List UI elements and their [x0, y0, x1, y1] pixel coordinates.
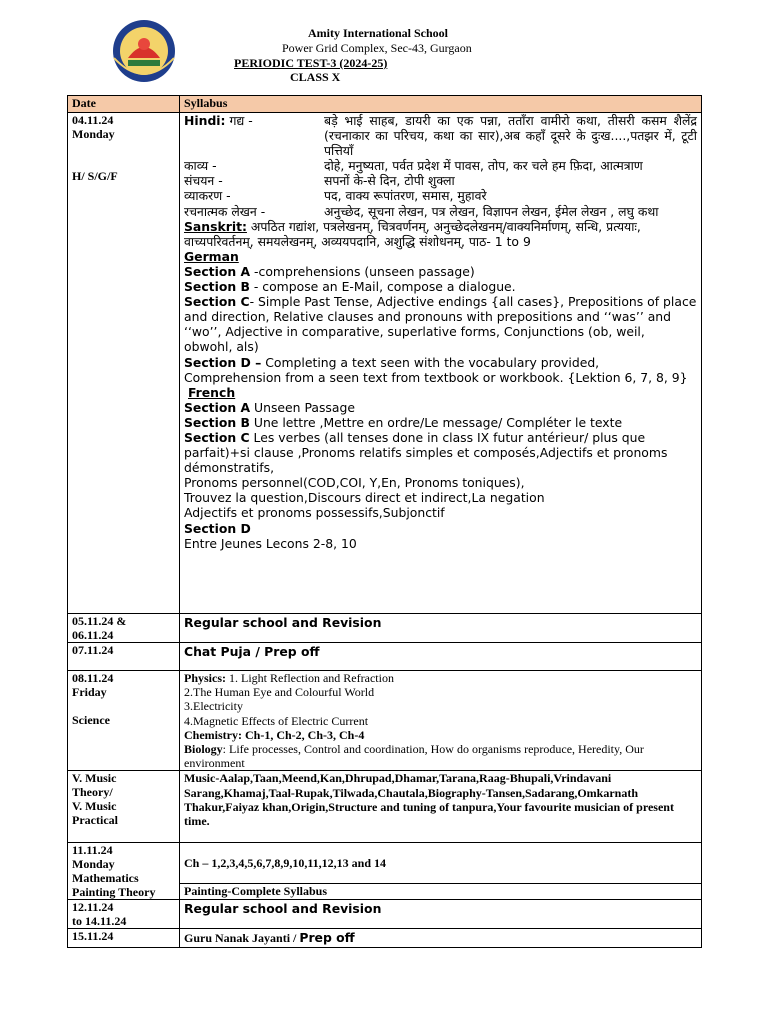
hindi-key: व्याकरण -: [184, 188, 231, 204]
date-cell: 12.11.24 to 14.11.24: [68, 900, 180, 929]
french-line: Trouvez la question,Discours direct et indirect,La negation: [184, 490, 545, 506]
column-header-syllabus: Syllabus: [180, 96, 702, 113]
hindi-value: अनुच्छेद, सूचना लेखन, पत्र लेखन, विज्ञापन लेखन, ईमेल लेखन , लघु कथा: [324, 203, 659, 219]
syllabus-cell: [180, 643, 702, 671]
table-row: [68, 643, 702, 671]
syllabus-cell: Physics: 1. Light Reflection and Refraction 2.The Human Eye and Colourful World 3.Electricity 4.Magnetic Effects of Electric Current Chemistry: Ch-1, Ch-2, Ch-3, Ch-4 Biology: Life processes, Control and coordination, How do organisms reproduce, Heredity, Our environment: [180, 671, 702, 771]
physics-label: Physics:: [184, 671, 226, 685]
french-section-c: Section C Les verbes (all tenses done in class IX futur antérieur/ plus que parfait)+si clause ,Pronoms relatifs simples et composés,Adjectifs et pronoms démonstratifs,: [184, 429, 668, 476]
date-cell: 11.11.24 Monday Mathematics Painting Theory: [68, 843, 180, 900]
german-section-a: Section A -comprehensions (unseen passage): [184, 263, 475, 279]
table-row: [68, 614, 702, 643]
hindi-key: रचनात्मक लेखन -: [184, 203, 266, 219]
syllabus-cell: [180, 884, 702, 900]
prep-off-text: Prep off: [299, 930, 355, 946]
table-row: [68, 671, 702, 771]
date-cell: 05.11.24 & 06.11.24: [68, 614, 180, 643]
holiday-text: Chat Puja / Prep off: [184, 644, 320, 659]
syllabus-cell: [180, 771, 702, 843]
holiday-text: Guru Nanak Jayanti /: [184, 931, 300, 946]
table-header-row: [68, 96, 702, 113]
class-label: CLASS X: [290, 70, 341, 84]
date-cell: 15.11.24: [68, 929, 180, 948]
date-cell: V. Music Theory/ V. Music Practical: [68, 771, 180, 843]
date-cell: 07.11.24: [68, 643, 180, 671]
hindi-key: काव्य -: [184, 158, 217, 174]
table-row: [68, 929, 702, 948]
hindi-key: गद्य -: [229, 113, 253, 128]
biology-label: Biology: [184, 742, 223, 757]
school-logo: [108, 18, 180, 84]
hindi-label: Hindi:: [184, 113, 226, 128]
sanskrit-label: Sanskrit:: [184, 218, 247, 234]
date: 04.11.24: [72, 113, 114, 127]
german-section-c: Section C- Simple Past Tense, Adjective endings {all cases}, Prepositions of place and direction, Relative clauses and pronouns with prepositions and ‘‘was’’ and ‘‘wo’’, Adjective in comparative, superlative forms, Conjunctions (ob, weil, obwohl, als): [184, 294, 697, 355]
table-row: [68, 113, 702, 614]
table-row: [68, 900, 702, 929]
table-row: [68, 843, 702, 884]
hindi-value: सपनों के-से दिन, टोपी शुक्ला: [324, 173, 455, 189]
french-label: French: [188, 384, 236, 400]
syllabus-cell: [180, 900, 702, 929]
date-cell: 08.11.24 Friday Science: [68, 671, 180, 771]
regular-school-text: Regular school and Revision: [184, 615, 382, 630]
school-address: Power Grid Complex, Sec-43, Gurgaon: [282, 41, 472, 55]
syllabus-cell: [180, 929, 702, 948]
hindi-value: बड़े भाई साहब, डायरी का एक पन्ना, तताँरा वामीरो कथा, तीसरी कसम शैलेंद्र (रचनाकार का परिचय, कथा का सार),अब कहाँ दूसरे के दुःख....,पतझर में, टूटी पत्तियाँ: [324, 113, 697, 159]
french-section-d-label: Section D: [184, 520, 251, 536]
school-name: Amity International School: [308, 26, 449, 40]
hindi-section: [184, 113, 697, 219]
french-line: Pronoms personnel(COD,COI, Y,En, Pronoms toniques),: [184, 475, 525, 491]
hindi-value: पद, वाक्य रूपांतरण, समास, मुहावरे: [324, 188, 487, 204]
german-section-b: Section B - compose an E-Mail, compose a dialogue.: [184, 279, 516, 295]
french-line: Adjectifs et pronoms possessifs,Subjonctif: [184, 505, 445, 521]
german-section-d: Section D – Completing a text seen with the vocabulary provided, Comprehension from a seen text from textbook or workbook. {Lektion 6, 7, 8, 9}: [184, 354, 688, 385]
maths-syllabus: Ch – 1,2,3,4,5,6,7,8,9,10,11,12,13 and 14: [184, 856, 387, 871]
syllabus-cell: [180, 113, 702, 614]
german-label: German: [184, 248, 239, 264]
hindi-key: संचयन -: [184, 173, 223, 189]
syllabus-cell: [180, 843, 702, 884]
date-cell: [68, 113, 180, 614]
subjects: H/ S/G/F: [72, 169, 118, 183]
test-title: PERIODIC TEST-3 (2024-25): [234, 56, 388, 70]
day: Monday: [72, 127, 115, 141]
column-header-date: Date: [68, 96, 180, 113]
syllabus-cell: [180, 614, 702, 643]
sanskrit-text: अपठित गद्यांश, पत्रलेखनम्, चित्रवर्णनम्, अनुच्छेदलेखनम्/वाक्यनिर्माणम्, सन्धि, प्रत्ययाः, वाच्यपरिवर्तनम्, समयलेखनम्, अव्ययपदानि, अशुद्धि संशोधनम्, पाठ- 1 to 9: [184, 218, 641, 249]
painting-syllabus: Painting-Complete Syllabus: [184, 884, 328, 899]
hindi-value: दोहे, मनुष्यता, पर्वत प्रदेश में पावस, तोप, कर चले हम फ़िदा, आत्मत्राण: [324, 158, 643, 174]
music-syllabus: Music-Aalap,Taan,Meend,Kan,Dhrupad,Dhamar,Tarana,Raag-Bhupali,Vrindavani Sarang,Khamaj,Taal-Rupak,Tilwada,Chautala,Biography-Tansen,Sadarang,Omkarnath Thakur,Faiyaz khan,Origin,Structure and tuning of tanpura,Your favourite musician of present time.: [184, 771, 674, 829]
french-section-b: Section B Une lettre ,Mettre en ordre/Le message/ Compléter le texte: [184, 414, 623, 430]
regular-school-text: Regular school and Revision: [184, 901, 382, 917]
chemistry-line: Chemistry: Ch-1, Ch-2, Ch-3, Ch-4: [184, 727, 365, 742]
french-section-a: Section A Unseen Passage: [184, 399, 355, 415]
table-row: [68, 771, 702, 843]
french-section-d: Entre Jeunes Lecons 2-8, 10: [184, 535, 357, 551]
datesheet-table: [67, 95, 702, 948]
sanskrit-section: [184, 219, 697, 249]
